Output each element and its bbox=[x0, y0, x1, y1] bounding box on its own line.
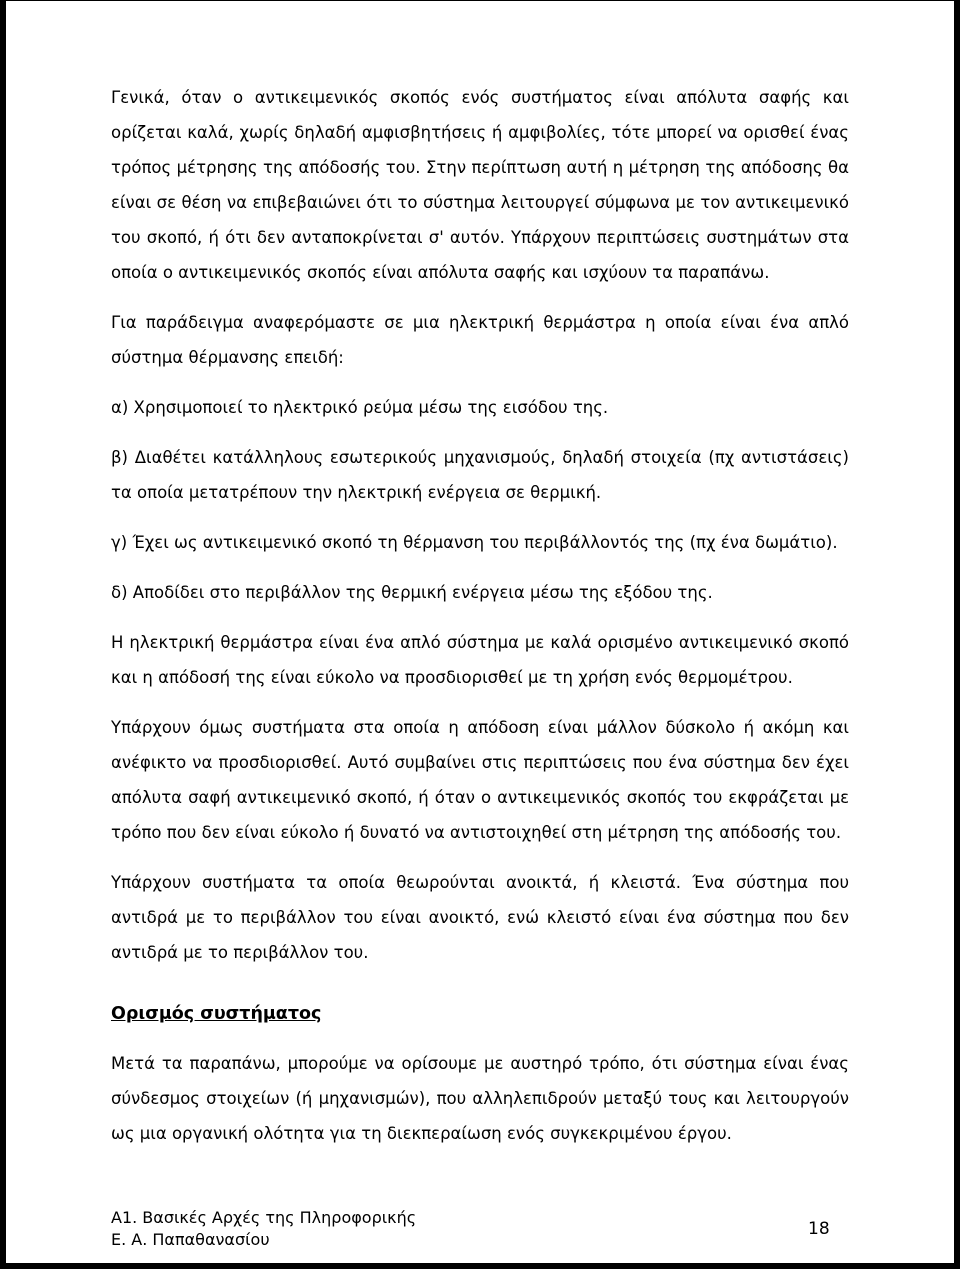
footer-course-title: Α1. Βασικές Αρχές της Πληροφορικής bbox=[111, 1208, 417, 1227]
section-heading: Ορισμός συστήματος bbox=[111, 1004, 322, 1024]
list-item-b: β) Διαθέτει κατάλληλους εσωτερικούς μηχανισμούς, δηλαδή στοιχεία (πχ αντιστάσεις) τα οποία μετατρέπουν την ηλεκτρική ενέργεια σε θερμική. bbox=[111, 448, 849, 502]
footer-author: Ε. Α. Παπαθανασίου bbox=[111, 1230, 270, 1249]
page-footer bbox=[111, 1207, 416, 1251]
list-item-a: α) Χρησιμοποιεί το ηλεκτρικό ρεύμα μέσω της εισόδου της. bbox=[111, 398, 609, 417]
paragraph-heater: Η ηλεκτρική θερμάστρα είναι ένα απλό σύστημα με καλά ορισμένο αντικειμενικό σκοπό και η απόδοσή της είναι εύκολο να προσδιορισθεί με τη χρήση ενός θερμομέτρου. bbox=[111, 633, 849, 687]
paragraph-intro: Γενικά, όταν ο αντικειμενικός σκοπός ενός συστήματος είναι απόλυτα σαφής και ορίζεται καλά, χωρίς δηλαδή αμφισβητήσεις ή αμφιβολίες, τότε μπορεί να ορισθεί ένας τρόπος μέτρησης της απόδοσής του. Στην περίπτωση αυτή η μέτρηση της απόδοσης θα είναι σε θέση να επιβεβαιώνει ότι το σύστημα λειτουργεί σύμφωνα με τον αντικειμενικό του σκοπό, ή ότι δεν ανταποκρίνεται σ' αυτόν. Υπάρχουν περιπτώσεις συστημάτων στα οποία ο αντικειμενικός σκοπός είναι απόλυτα σαφής και ισχύουν τα παραπάνω. bbox=[111, 88, 849, 282]
paragraph-open-closed: Υπάρχουν συστήματα τα οποία θεωρούνται ανοικτά, ή κλειστά. Ένα σύστημα που αντιδρά με το περιβάλλον του είναι ανοικτό, ενώ κλειστό είναι ένα σύστημα που δεν αντιδρά με το περιβάλλον του. bbox=[111, 873, 849, 962]
list-item-c: γ) Έχει ως αντικειμενικό σκοπό τη θέρμανση του περιβάλλοντός της (πχ ένα δωμάτιο). bbox=[111, 533, 838, 552]
page-number: 18 bbox=[808, 1219, 830, 1239]
paragraph-definition: Μετά τα παραπάνω, μπορούμε να ορίσουμε με αυστηρό τρόπο, ότι σύστημα είναι ένας σύνδεσμος στοιχείων (ή μηχανισμών), που αλληλεπιδρούν μεταξύ τους και λειτουργούν ως μια οργανική ολότητα για τη διεκπεραίωση ενός συγκεκριμένου έργου. bbox=[111, 1054, 849, 1143]
paragraph-example: Για παράδειγμα αναφερόμαστε σε μια ηλεκτρική θερμάστρα η οποία είναι ένα απλό σύστημα θέρμανσης επειδή: bbox=[111, 313, 849, 367]
document-body bbox=[111, 80, 849, 1166]
paragraph-difficult-systems: Υπάρχουν όμως συστήματα στα οποία η απόδοση είναι μάλλον δύσκολο ή ακόμη και ανέφικτο να προσδιορισθεί. Αυτό συμβαίνει στις περιπτώσεις που ένα σύστημα δεν έχει απόλυτα σαφή αντικειμενικό σκοπό, ή όταν ο αντικειμενικός σκοπός του εκφράζεται με τρόπο που δεν είναι εύκολο ή δυνατό να αντιστοιχηθεί στη μέτρηση της απόδοσής του. bbox=[111, 718, 849, 842]
list-item-d: δ) Αποδίδει στο περιβάλλον της θερμική ενέργεια μέσω της εξόδου της. bbox=[111, 583, 713, 602]
